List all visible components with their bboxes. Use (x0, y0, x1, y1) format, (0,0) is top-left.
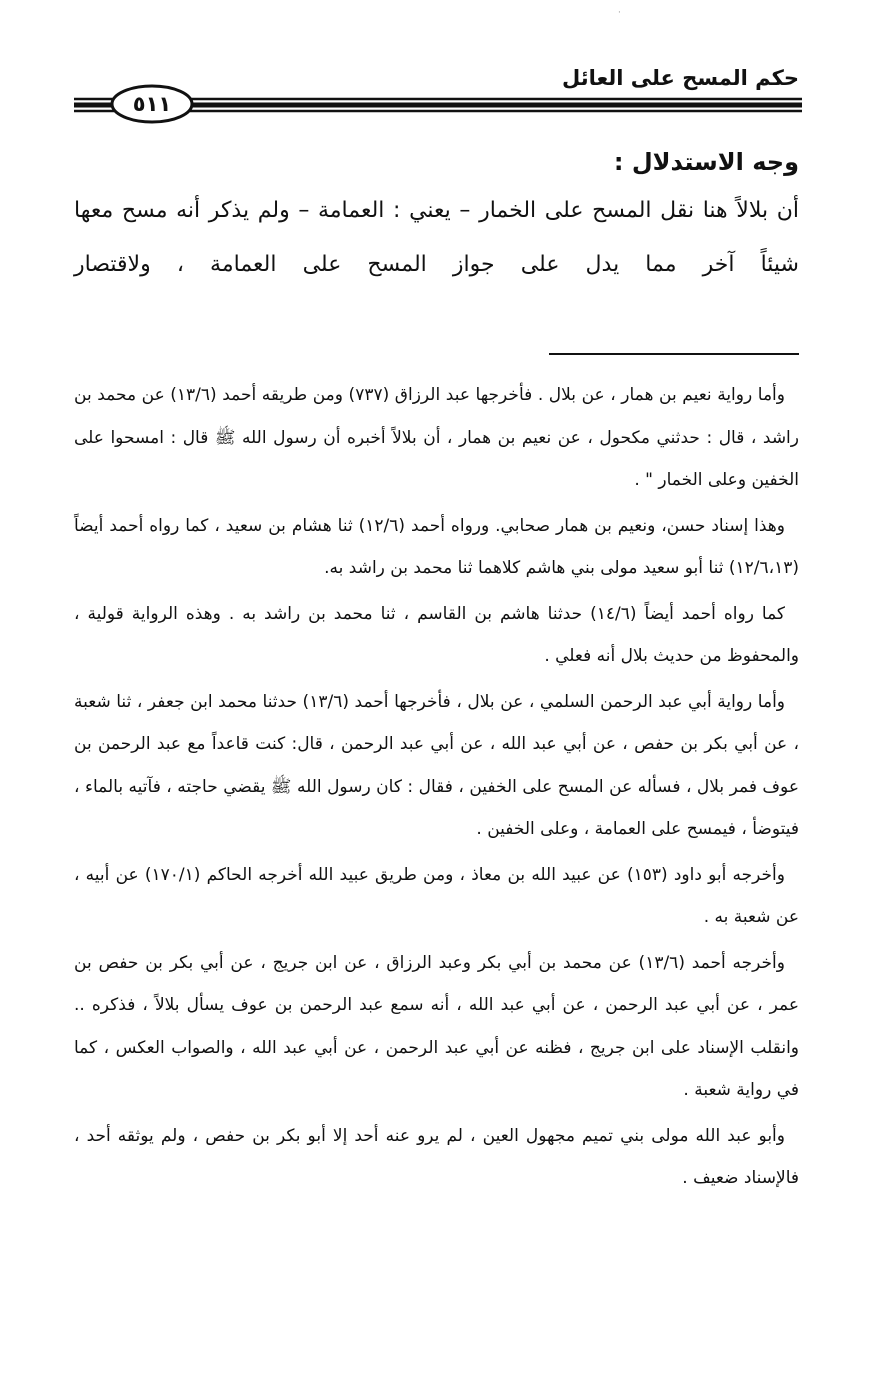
footnote-paragraph: وأما رواية أبي عبد الرحمن السلمي ، عن بلال ، فأخرجها أحمد (١٣/٦) حدثنا محمد ابن جعفر ، ثنا شعبة ، عن أبي بكر بن حفص ، عن أبي عبد الله ، عن أبي عبد الرحمن ، قال: كنت قاعداً مع عبد الرحمن بن عوف فمر بلال ، فسأله عن المسح على الخفين ، فقال : كان رسول الله ﷺ يقضي حاجته ، فآتيه بالماء ، فيتوضأ ، فيمسح على العمامة ، وعلى الخفين . (74, 691, 799, 839)
footnote-paragraph: كما رواه أحمد أيضاً (١٤/٦) حدثنا هاشم بن القاسم ، ثنا محمد بن راشد به . وهذه الرواية قولية ، والمحفوظ من حديث بلال أنه فعلي . (74, 603, 799, 666)
page-number: ٥١١ (132, 92, 172, 116)
footnote-paragraph: وأبو عبد الله مولى بني تميم مجهول العين ، لم يرو عنه أحد إلا أبو بكر بن حفص ، ولم يوثقه أحد ، فالإسناد ضعيف . (74, 1125, 799, 1188)
footnotes-block (74, 374, 799, 1203)
footnote-paragraph: وأخرجه أحمد (١٣/٦) عن محمد بن أبي بكر وعبد الرزاق ، عن ابن جريج ، عن أبي بكر بن حفص بن عمر ، عن أبي عبد الرحمن ، عن أبي عبد الله ، أنه سمع عبد الرحمن بن عوف يسأل بلالاً ، فذكره .. وانقلب الإسناد على ابن جريج ، فظنه عن أبي عبد الرحمن ، عن أبي عبد الله ، والصواب العكس ، كما في رواية شعبة . (74, 952, 799, 1100)
main-text-block (74, 140, 799, 292)
main-paragraph: أن بلالاً هنا نقل المسح على الخمار – يعني : العمامة – ولم يذكر أنه مسح معها شيئاً آخر مما يدل على جواز المسح على العمامة ، ولاقتصار (74, 198, 799, 277)
footnote-paragraph: وهذا إسناد حسن، ونعيم بن همار صحابي. ورواه أحمد (١٢/٦) ثنا هشام بن سعيد ، كما رواه أحمد أيضاً (١٢/٦،١٣) ثنا أبو سعيد مولى بني هاشم كلاهما ثنا محمد بن راشد به. (74, 515, 799, 578)
footnote-paragraph: وأما رواية نعيم بن همار ، عن بلال . فأخرجها عبد الرزاق (٧٣٧) ومن طريقه أحمد (١٣/٦) عن محمد بن راشد ، قال : حدثني مكحول ، عن نعيم بن همار ، أن بلالاً أخبره أن رسول الله ﷺ قال : امسحوا على الخفين وعلى الخمار " . (74, 385, 799, 490)
corner-speck: · (618, 8, 621, 18)
running-title: حكم المسح على العائل (561, 66, 799, 90)
footnote-paragraph: وأخرجه أبو داود (١٥٣) عن عبيد الله بن معاذ ، ومن طريق عبيد الله أخرجه الحاكم (١٧٠/١) عن أبيه ، عن شعبة به . (74, 864, 799, 927)
footnote-separator (549, 353, 799, 355)
section-heading: وجه الاستدلال : (613, 148, 799, 176)
